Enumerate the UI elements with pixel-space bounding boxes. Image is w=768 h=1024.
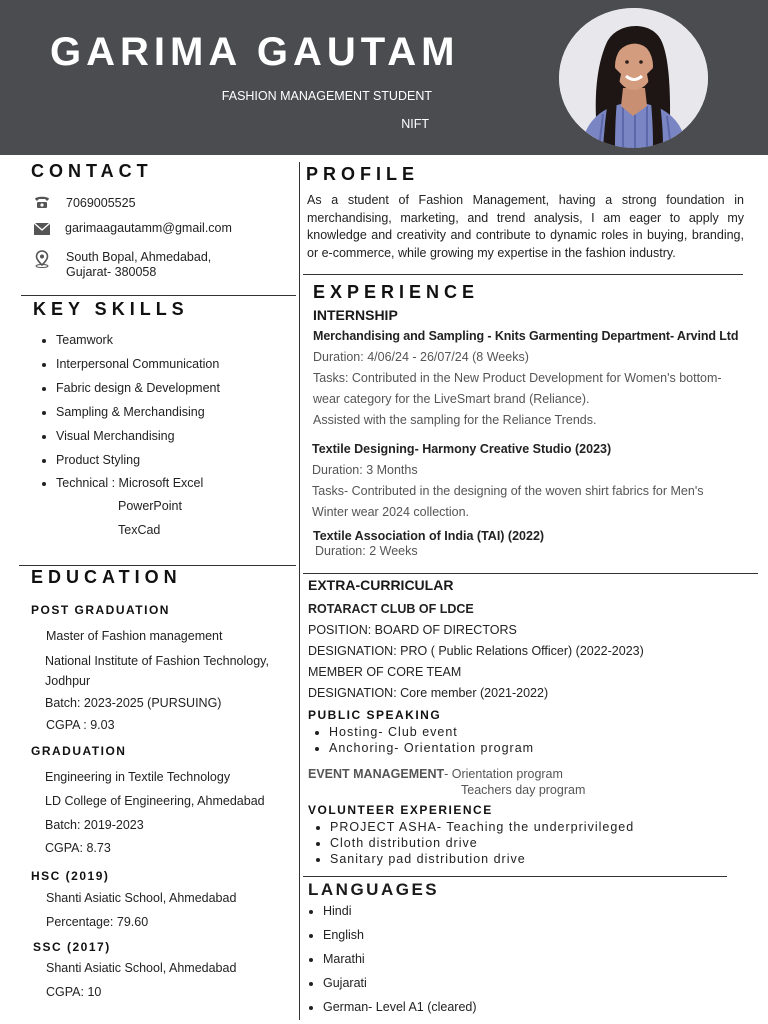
ssc-school: Shanti Asiatic School, Ahmedabad (46, 961, 237, 975)
public-speaking-item: Hosting- Club event (313, 725, 534, 741)
profile-heading: PROFILE (306, 164, 420, 184)
profile-text: As a student of Fashion Management, having a strong foundation in merchandising, marketing, and trend analysis, I am eager to apply my knowledge and creativity and contribute to dynamic roles in buying, branding, or e-commerce, while growing my expertise in the fashion industry. (307, 193, 744, 260)
languages-heading: LANGUAGES (308, 880, 440, 899)
experience-heading: EXPERIENCE (313, 282, 480, 302)
extra-member: MEMBER OF CORE TEAM (308, 665, 462, 679)
job3-title: Textile Association of India (TAI) (2022) (313, 529, 545, 543)
contact-email: garimaagautamm@gmail.com (65, 221, 232, 235)
profile-photo (559, 8, 708, 148)
pg-institute-line2: Jodhpur (45, 674, 91, 688)
volunteer-item: PROJECT ASHA- Teaching the underprivileged (314, 820, 634, 836)
contact-phone: 7069005525 (66, 196, 136, 210)
event-management-line2: Teachers day program (461, 783, 586, 797)
job2-duration: Duration: 3 Months (312, 463, 418, 477)
ssc-score: CGPA: 10 (46, 985, 102, 999)
divider-experience-extra (303, 573, 758, 574)
skill-technical-texcad: TexCad (118, 523, 161, 537)
volunteer-list (314, 820, 634, 868)
hsc-score: Percentage: 79.60 (46, 915, 149, 929)
public-speaking-heading: PUBLIC SPEAKING (308, 708, 442, 722)
job1-duration: Duration: 4/06/24 - 26/07/24 (8 Weeks) (313, 350, 529, 364)
skill-item: Teamwork (40, 333, 220, 357)
hsc-heading: HSC (2019) (31, 869, 110, 883)
extra-position: POSITION: BOARD OF DIRECTORS (308, 623, 517, 637)
public-speaking-list (313, 725, 534, 757)
volunteer-item: Sanitary pad distribution drive (314, 852, 634, 868)
phone-icon (33, 194, 51, 212)
divider-extra-languages (303, 876, 727, 877)
job2-title: Textile Designing- Harmony Creative Studio (2023) (312, 442, 612, 456)
public-speaking-item: Anchoring- Orientation program (313, 741, 534, 757)
extra-designation2: DESIGNATION: Core member (2021-2022) (308, 686, 549, 700)
job3-duration: Duration: 2 Weeks (315, 544, 418, 558)
pg-heading: POST GRADUATION (31, 603, 170, 617)
skills-heading: KEY SKILLS (33, 299, 189, 319)
event-management-label: EVENT MANAGEMENT (308, 767, 445, 781)
volunteer-heading: VOLUNTEER EXPERIENCE (308, 803, 493, 817)
grad-degree: Engineering in Textile Technology (45, 770, 231, 784)
divider-skills-education (19, 565, 296, 566)
grad-heading: GRADUATION (31, 744, 127, 758)
skill-item: Interpersonal Communication (40, 357, 220, 381)
pg-batch: Batch: 2023-2025 (PURSUING) (45, 696, 222, 710)
skills-list (40, 333, 220, 500)
candidate-title: FASHION MANAGEMENT STUDENT (221, 89, 432, 103)
hsc-school: Shanti Asiatic School, Ahmedabad (46, 891, 237, 905)
skill-technical-powerpoint: PowerPoint (118, 499, 182, 513)
internship-heading: INTERNSHIP (313, 307, 398, 323)
pg-institute-line1: National Institute of Fashion Technology, (45, 654, 269, 668)
language-item: Gujarati (307, 976, 477, 1000)
job1-tasks-line3: Assisted with the sampling for the Reliance Trends. (313, 413, 597, 427)
contact-address-line1: South Bopal, Ahmedabad, (66, 250, 212, 264)
email-icon (33, 222, 51, 240)
column-divider (299, 162, 300, 1020)
grad-institute: LD College of Engineering, Ahmedabad (45, 794, 265, 808)
contact-address-line2: Gujarat- 380058 (66, 265, 157, 279)
extra-designation1: DESIGNATION: PRO ( Public Relations Officer) (2022-2023) (308, 644, 644, 658)
grad-cgpa: CGPA: 8.73 (45, 841, 111, 855)
pg-degree: Master of Fashion management (46, 629, 223, 643)
language-item: Hindi (307, 904, 477, 928)
job2-tasks-line1: Tasks- Contributed in the designing of the woven shirt fabrics for Men's (312, 484, 704, 498)
candidate-institute: NIFT (401, 117, 429, 131)
pg-cgpa: CGPA : 9.03 (46, 718, 115, 732)
volunteer-item: Cloth distribution drive (314, 836, 634, 852)
language-item: Marathi (307, 952, 477, 976)
extra-club: ROTARACT CLUB OF LDCE (308, 602, 474, 616)
divider-profile-experience (303, 274, 743, 275)
education-heading: EDUCATION (31, 567, 182, 587)
job1-title: Merchandising and Sampling - Knits Garmenting Department- Arvind Ltd (313, 329, 739, 343)
event-management (308, 767, 563, 781)
job1-tasks-line1: Tasks: Contributed in the New Product Development for Women's bottom- (313, 371, 722, 385)
job2-tasks-line2: Winter wear 2024 collection. (312, 505, 470, 519)
grad-batch: Batch: 2019-2023 (45, 818, 144, 832)
candidate-name: GARIMA GAUTAM (50, 30, 460, 74)
language-item: German- Level A1 (cleared) (307, 1000, 477, 1020)
skill-item: Fabric design & Development (40, 381, 220, 405)
extra-heading: EXTRA-CURRICULAR (308, 577, 454, 593)
location-icon (33, 250, 51, 268)
languages-list (307, 904, 477, 1020)
skill-item: Visual Merchandising (40, 429, 220, 453)
event-management-line1: - Orientation program (444, 767, 563, 781)
contact-heading: CONTACT (31, 161, 153, 181)
skill-item: Sampling & Merchandising (40, 405, 220, 429)
ssc-heading: SSC (2017) (33, 940, 111, 954)
language-item: English (307, 928, 477, 952)
skill-item: Technical : Microsoft Excel (40, 476, 220, 500)
skill-item: Product Styling (40, 453, 220, 476)
divider-contact-skills (21, 295, 296, 296)
job1-tasks-line2: wear category for the LiveSmart brand (Reliance). (313, 392, 590, 406)
